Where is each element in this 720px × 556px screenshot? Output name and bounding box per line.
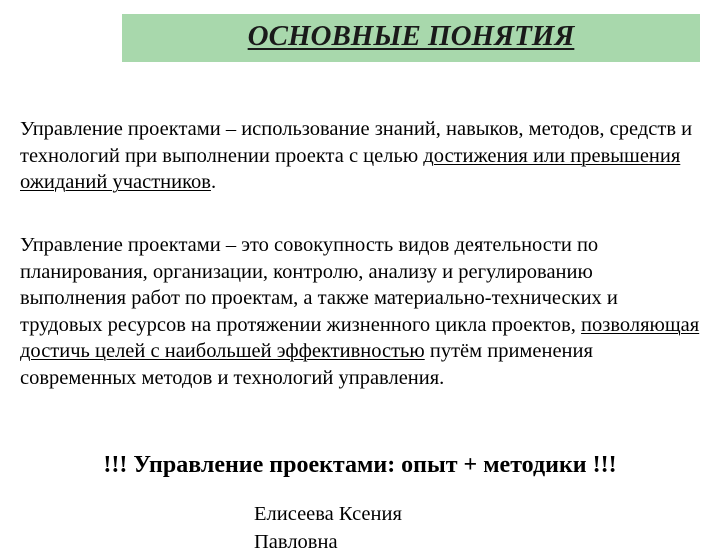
- slogan: !!! Управление проектами: опыт + методики !!!: [103, 452, 617, 478]
- definition-1-end: .: [210, 171, 217, 193]
- page-title: ОСНОВНЫЕ ПОНЯТИЯ: [247, 20, 575, 52]
- definition-2-text: Управление проектами – это совокупность видов деятельности по планирования, организации, контролю, анализу и регулированию выполнения работ по проектам, а также материально-технических и трудовых ресурсов на протяжении жизненного цикла проектов,: [20, 234, 618, 336]
- author-name: [254, 500, 514, 556]
- definition-1-underlined: достижения или превышения ожиданий участников: [20, 144, 681, 193]
- author-line-2: Павловна: [254, 531, 338, 553]
- definition-paragraph-2: [20, 232, 700, 391]
- title-banner: [122, 14, 700, 62]
- definition-1-text: Управление проектами – использование знаний, навыков, методов, средств и технологий при выполнении проекта с целью: [20, 118, 693, 167]
- author-line-1: Елисеева Ксения: [254, 503, 402, 525]
- definition-paragraph-1: [20, 116, 700, 196]
- definition-2-end: путём применения современных методов и технологий управления.: [20, 340, 593, 389]
- definition-2-underlined: позволяющая достичь целей с наибольшей эффективностью: [20, 313, 700, 362]
